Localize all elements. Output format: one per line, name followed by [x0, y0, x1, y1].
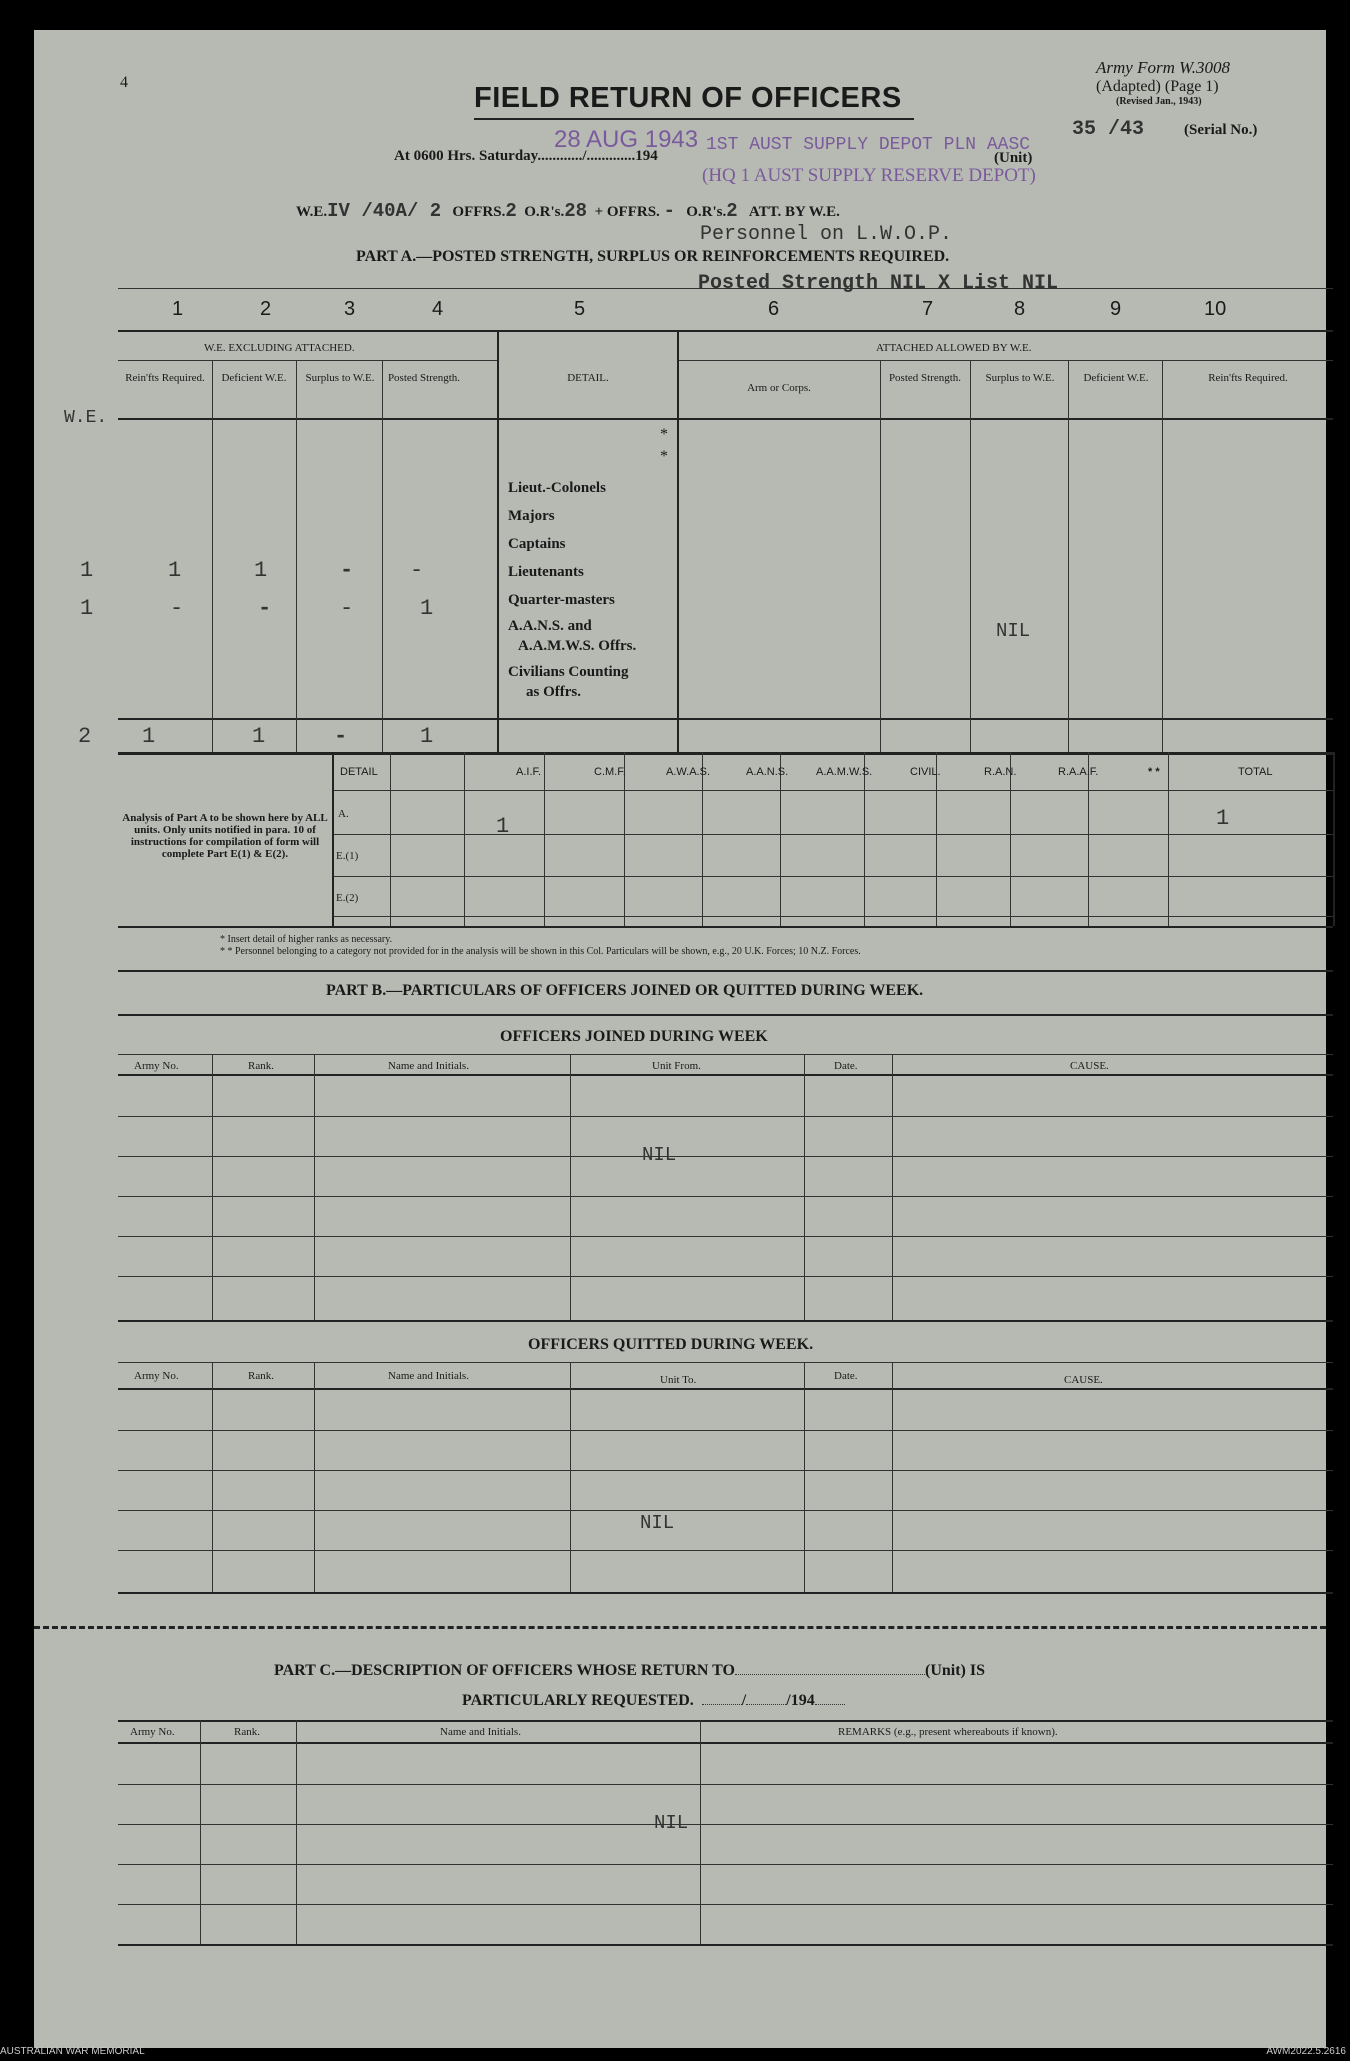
lieutenants-posted: 1 [420, 596, 434, 621]
we-excluding-heading: W.E. EXCLUDING ATTACHED. [204, 342, 355, 354]
posted-strength-note: Posted Strength NIL X List NIL [698, 272, 1059, 295]
header-deficient-att: Deficient W.E. [1083, 372, 1149, 384]
col-number: 7 [922, 298, 934, 320]
col-number: 6 [768, 298, 780, 320]
analysis-col-total: TOTAL [1238, 766, 1273, 778]
partc-col-army-no: Army No. [130, 1726, 175, 1738]
col-number: 3 [344, 298, 356, 320]
archive-reference: AWM2022.5.2616 [1266, 2046, 1346, 2057]
col-number: 8 [1014, 298, 1026, 320]
rank-civilians: Civilians Counting [508, 664, 629, 680]
analysis-col-civil: CIVIL. [910, 766, 941, 778]
serial-label: (Serial No.) [1184, 122, 1258, 138]
unit-label: (Unit) [994, 150, 1033, 166]
part-c-title: PART C.—DESCRIPTION OF OFFICERS WHOSE RETURN TO (Unit) IS [274, 1662, 986, 1679]
analysis-col-other: * * [1148, 766, 1160, 778]
totals-we: 2 [78, 724, 92, 749]
header-deficient: Deficient W.E. [221, 372, 287, 384]
part-b-title: PART B.—PARTICULARS OF OFFICERS JOINED OR QUITTED DURING WEEK. [326, 982, 924, 999]
joined-col-cause: CAUSE. [1070, 1060, 1109, 1072]
joined-col-unit-from: Unit From. [652, 1060, 701, 1072]
header-arm-corps: Arm or Corps. [747, 382, 811, 394]
captains-reinfs: 1 [168, 558, 182, 583]
date-stamp: 28 AUG 1943 [554, 126, 699, 153]
totals-deficient: 1 [252, 724, 266, 749]
col-number: 5 [574, 298, 586, 320]
lieutenants-reinfs: - [170, 596, 184, 621]
partc-col-name: Name and Initials. [440, 1726, 521, 1738]
joined-col-date: Date. [834, 1060, 858, 1072]
asterisk-marks: * * [660, 426, 668, 465]
part-c-subtitle: PARTICULARLY REQUESTED. / /194 [462, 1692, 845, 1710]
col-number: 1 [172, 298, 184, 320]
captains-we: 1 [80, 558, 94, 583]
col-number: 4 [432, 298, 444, 320]
analysis-note: Analysis of Part A to be shown here by ALL units. Only units notified in para. 10 of instructions for compilation of form will complete Part E(1) & E(2). [122, 812, 328, 860]
quitted-col-name: Name and Initials. [388, 1370, 469, 1382]
partc-col-rank: Rank. [234, 1726, 260, 1738]
lieutenants-we: 1 [80, 596, 94, 621]
rank-majors: Majors [508, 508, 555, 524]
analysis-col-ran: R.A.N. [984, 766, 1017, 778]
header-posted: Posted Strength. [387, 372, 461, 384]
attached-nil: NIL [996, 620, 1031, 642]
totals-surplus: - [334, 724, 348, 749]
quitted-col-unit-to: Unit To. [660, 1374, 697, 1386]
unit-stamp-line1: 1ST AUST SUPPLY DEPOT PLN AASC [706, 135, 1031, 155]
partc-nil: NIL [654, 1812, 689, 1834]
part-a-title: PART A.—POSTED STRENGTH, SURPLUS OR REINFORCEMENTS REQUIRED. [356, 248, 950, 265]
quitted-col-army-no: Army No. [134, 1370, 179, 1382]
analysis-aif-value: 1 [496, 814, 510, 839]
joined-col-rank: Rank. [248, 1060, 274, 1072]
rank-quarter-masters: Quarter-masters [508, 592, 615, 608]
serial-number: 35 /43 [1072, 118, 1145, 141]
captains-surplus: - [340, 558, 354, 583]
page-mark: 4 [120, 74, 128, 91]
form-reference: Army Form W.3008 [1096, 58, 1230, 77]
quitted-col-cause: CAUSE. [1064, 1374, 1103, 1386]
col-number: 10 [1204, 298, 1227, 320]
time-label: At 0600 Hrs. Saturday............/.............194 [394, 148, 658, 164]
col-number: 9 [1110, 298, 1122, 320]
archive-credit: AUSTRALIAN WAR MEMORIAL [0, 2046, 145, 2057]
form-adapted: (Adapted) (Page 1) [1096, 78, 1219, 95]
captains-posted: - [410, 558, 424, 583]
analysis-row-e1: E.(1) [336, 850, 359, 862]
analysis-col-detail: DETAIL [340, 766, 378, 778]
rank-lieut-colonels: Lieut.-Colonels [508, 480, 606, 496]
analysis-col-aif: A.I.F. [516, 766, 542, 778]
footnote-2: * * Personnel belonging to a category not provided for in the analysis will be shown in this Col. Particulars will be shown, e.g., 20 U.K. Forces; 10 N.Z. Forces. [220, 946, 861, 957]
quitted-title: OFFICERS QUITTED DURING WEEK. [528, 1336, 814, 1353]
totals-reinfs: 1 [142, 724, 156, 749]
attached-heading: ATTACHED ALLOWED BY W.E. [876, 342, 1032, 354]
form-title: FIELD RETURN OF OFFICERS [474, 82, 902, 114]
analysis-row-a: A. [338, 808, 349, 820]
analysis-col-raaf: R.A.A.F. [1058, 766, 1099, 778]
rank-aamws: A.A.M.W.S. Offrs. [518, 638, 637, 654]
we-margin-label: W.E. [64, 408, 108, 428]
perforation-line [34, 1626, 1326, 1629]
analysis-col-cmf: C.M.F. [594, 766, 626, 778]
analysis-col-aamws: A.A.M.W.S. [816, 766, 873, 778]
joined-title: OFFICERS JOINED DURING WEEK [500, 1028, 768, 1045]
header-reinfs-att: Rein'fts Required. [1208, 372, 1288, 384]
joined-nil: NIL [642, 1144, 677, 1166]
quitted-col-date: Date. [834, 1370, 858, 1382]
header-surplus: Surplus to W.E. [305, 372, 375, 384]
lieutenants-surplus: - [340, 596, 354, 621]
lwop-note: Personnel on L.W.O.P. [700, 223, 953, 246]
header-reinfs-required: Rein'fts Required. [125, 372, 205, 384]
analysis-col-awas: A.W.A.S. [666, 766, 711, 778]
analysis-row-e2: E.(2) [336, 892, 359, 904]
analysis-total-value: 1 [1216, 806, 1230, 831]
detail-rank-list [508, 478, 636, 702]
rank-aans: A.A.N.S. and [508, 618, 592, 634]
col-number: 2 [260, 298, 272, 320]
captains-deficient: 1 [254, 558, 268, 583]
form-page [34, 30, 1326, 2048]
joined-col-name: Name and Initials. [388, 1060, 469, 1072]
unit-stamp-line2: (HQ 1 AUST SUPPLY RESERVE DEPOT) [702, 165, 1036, 186]
rank-lieutenants: Lieutenants [508, 564, 584, 580]
partc-col-remarks: REMARKS (e.g., present whereabouts if known). [838, 1726, 1058, 1738]
footnote-1: * Insert detail of higher ranks as necessary. [220, 934, 393, 945]
quitted-col-rank: Rank. [248, 1370, 274, 1382]
header-posted-att: Posted Strength. [888, 372, 962, 384]
lieutenants-deficient: - [258, 596, 272, 621]
rank-captains: Captains [508, 536, 566, 552]
totals-posted: 1 [420, 724, 434, 749]
we-line: W.E.IV /40A/ 2 OFFRS.2 O.R's.28 + OFFRS. - O.R's.2 ATT. BY W.E. [296, 200, 840, 222]
header-detail: DETAIL. [567, 372, 609, 384]
quitted-nil: NIL [640, 1512, 675, 1534]
header-surplus-att: Surplus to W.E. [985, 372, 1055, 384]
analysis-col-aans: A.A.N.S. [746, 766, 789, 778]
form-revised: (Revised Jan., 1943) [1116, 96, 1202, 107]
rank-civilians-2: as Offrs. [526, 684, 581, 700]
joined-col-army-no: Army No. [134, 1060, 179, 1072]
